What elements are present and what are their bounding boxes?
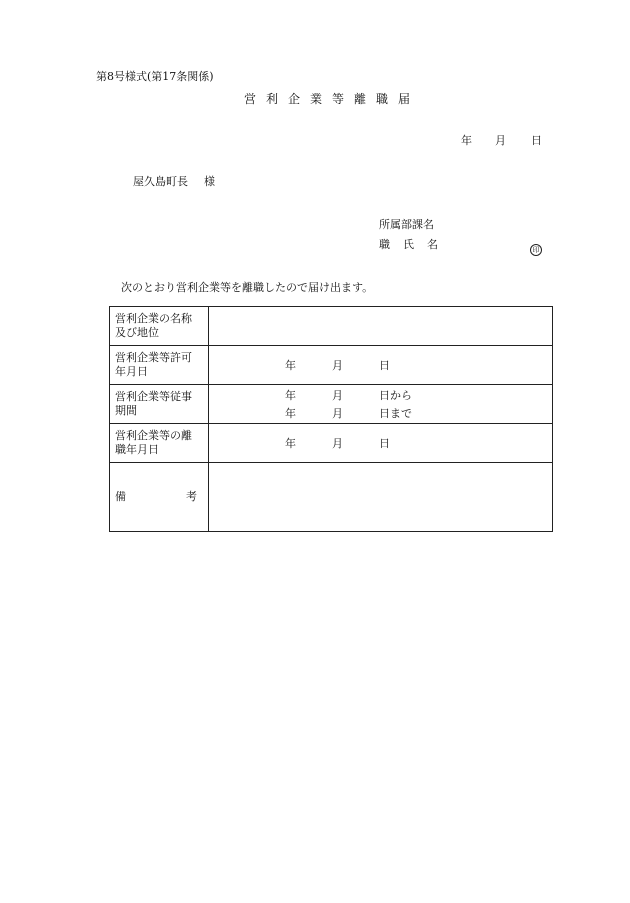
period-start-year: 年 [285, 389, 296, 402]
row-label-company [110, 307, 209, 346]
seal-mark [530, 237, 542, 256]
service-period-value[interactable] [209, 385, 553, 424]
table-row [110, 463, 553, 532]
intro-text: 次のとおり営利企業等を離職したので届け出ます。 [121, 281, 374, 294]
permit-date-label: 営利企業等許可年月日 [115, 351, 192, 378]
permit-year: 年 [285, 359, 296, 372]
period-end-month: 月 [332, 407, 343, 420]
resign-year: 年 [285, 437, 296, 450]
period-end-year: 年 [285, 407, 296, 420]
addressee-suffix: 様 [204, 175, 215, 188]
form-number: 第8号様式(第17条関係) [96, 70, 214, 83]
table-row [110, 346, 553, 385]
resignation-date-value[interactable] [209, 424, 553, 463]
table-row [110, 307, 553, 346]
resign-day: 日 [379, 437, 390, 450]
company-name-value[interactable] [209, 307, 553, 346]
resign-month: 月 [332, 437, 343, 450]
table-row [110, 385, 553, 424]
permit-month: 月 [332, 359, 343, 372]
table-row [110, 424, 553, 463]
period-start-month: 月 [332, 389, 343, 402]
addressee: 屋久島町長 [133, 175, 188, 188]
period-end-day: 日まで [379, 407, 412, 420]
remarks-label-b: 考 [186, 490, 197, 503]
name-label-2: 名 [427, 238, 438, 251]
period-start-day: 日から [379, 389, 412, 402]
company-name-label: 営利企業の名称及び地位 [115, 312, 192, 339]
application-table [109, 306, 553, 532]
remarks-value[interactable] [209, 463, 553, 532]
date-year-label: 年 [461, 134, 472, 147]
dept-label: 所属部課名 [379, 218, 434, 231]
row-label-remarks [110, 463, 209, 532]
permit-date-value[interactable] [209, 346, 553, 385]
row-label-resign [110, 424, 209, 463]
page-title: 営利企業等離職届 [244, 92, 421, 106]
resignation-date-label: 営利企業等の離職年月日 [115, 429, 192, 456]
name-label: 氏 [403, 238, 414, 251]
permit-day: 日 [379, 359, 390, 372]
row-label-permit [110, 346, 209, 385]
position-label: 職 [379, 238, 390, 251]
date-day-label: 日 [531, 134, 542, 147]
date-month-label: 月 [495, 134, 506, 147]
service-period-label: 営利企業等従事期間 [115, 390, 192, 417]
remarks-label-a: 備 [115, 490, 126, 503]
row-label-period [110, 385, 209, 424]
seal-icon: 印 [530, 244, 542, 256]
